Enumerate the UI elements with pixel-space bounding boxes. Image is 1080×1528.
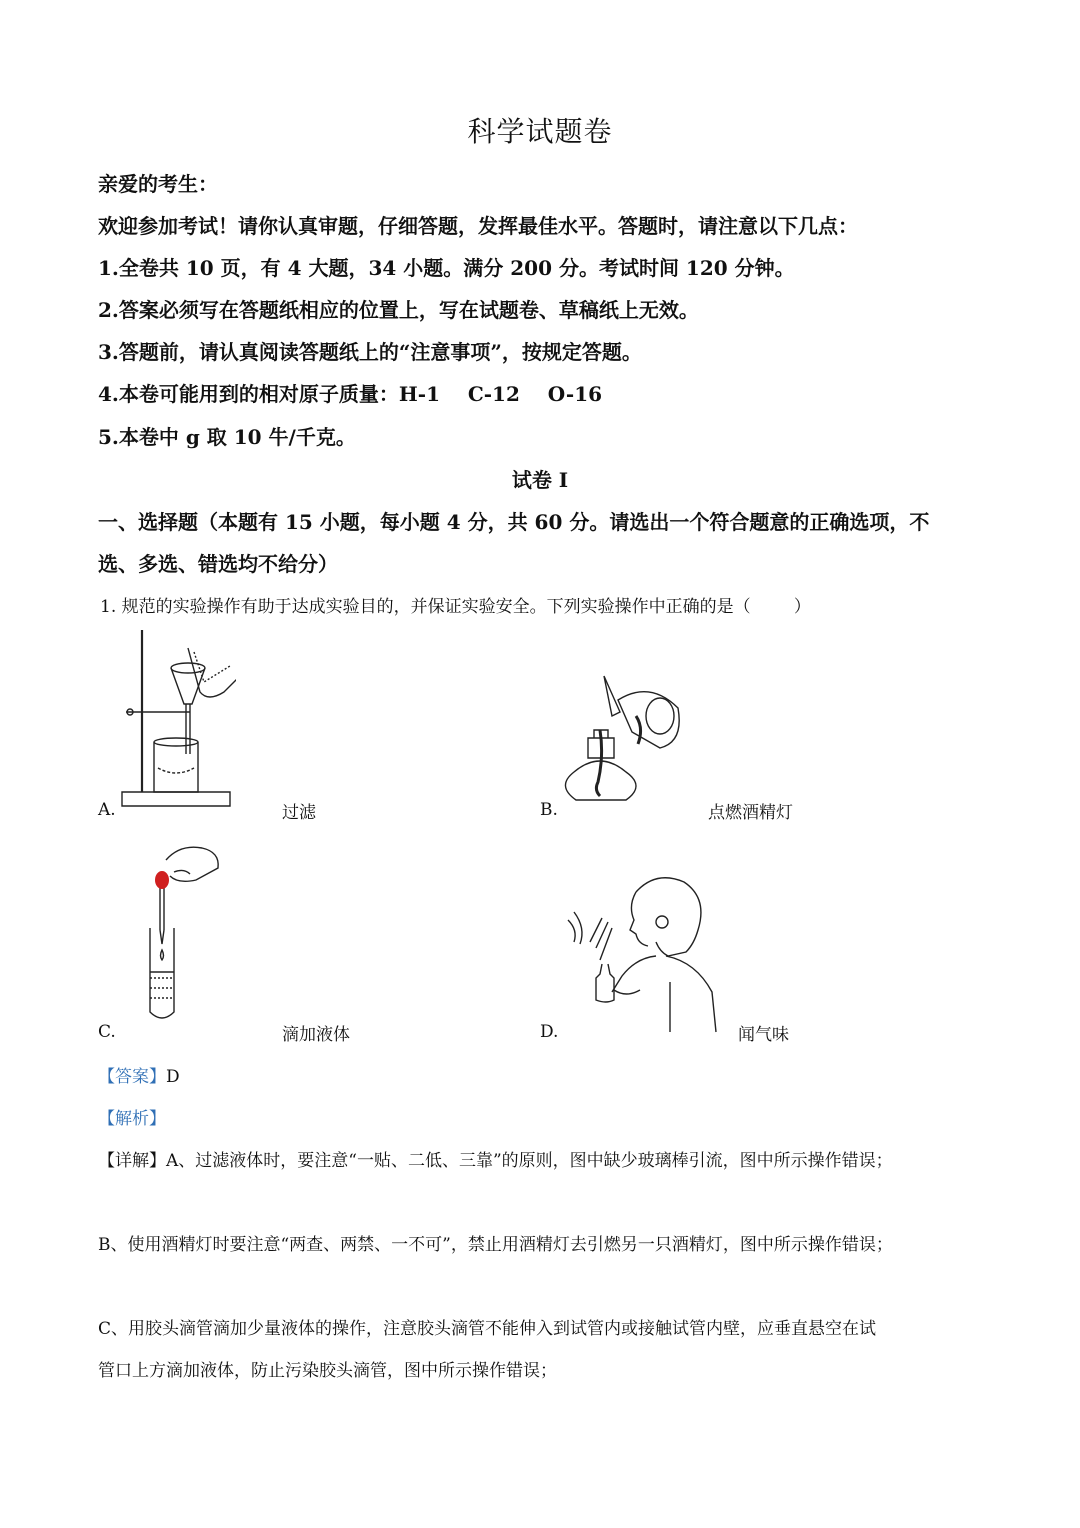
detail-tag: 【详解】 (98, 1151, 166, 1171)
answer-line (98, 1062, 180, 1087)
section-heading-line-1: 一、选择题（本题有 15 小题，每小题 4 分，共 60 分。请选出一个符合题意的正确选项，不 (98, 510, 930, 534)
option-b-letter: B. (540, 800, 558, 820)
rule-3: 3.答题前，请认真阅读答题纸上的“注意事项”，按规定答题。 (98, 340, 642, 364)
detail-a-text: A、过滤液体时，要注意“一贴、二低、三靠”的原则，图中缺少玻璃棒引流，图中所示操作错误； (166, 1151, 893, 1171)
option-a-label: 过滤 (282, 803, 316, 823)
option-d-letter: D. (540, 1022, 559, 1042)
option-c-label: 滴加液体 (282, 1025, 350, 1045)
section-heading-line-2: 选、多选、错选均不给分） (98, 552, 338, 576)
page-title: 科学试题卷 (467, 115, 613, 148)
option-a-letter: A. (98, 800, 116, 820)
filtration-illustration (118, 628, 236, 816)
option-b-label: 点燃酒精灯 (708, 803, 793, 823)
rule-1: 1.全卷共 10 页，有 4 大题，34 小题。满分 200 分。考试时间 120 分钟。 (98, 256, 795, 280)
analysis-tag: 【解析】 (98, 1109, 166, 1129)
part-title: 试卷 I (511, 468, 569, 492)
rule-5: 5.本卷中 g 取 10 牛/千克。 (98, 425, 356, 449)
rule-4: 4.本卷可能用到的相对原子质量：H-1 C-12 O-16 (98, 382, 603, 406)
option-c-letter: C. (98, 1022, 116, 1042)
detail-a (98, 1146, 893, 1171)
dropper-illustration (140, 842, 226, 1024)
rule-2: 2.答案必须写在答题纸相应的位置上，写在试题卷、草稿纸上无效。 (98, 298, 699, 322)
dropper-bulb (155, 871, 169, 889)
detail-c-line-2: 管口上方滴加液体，防止污染胶头滴管，图中所示操作错误； (98, 1361, 557, 1381)
answer-tag: 【答案】 (98, 1067, 166, 1087)
welcome-text: 欢迎参加考试！请你认真审题，仔细答题，发挥最佳水平。答题时，请注意以下几点： (98, 214, 858, 238)
alcohol-lamp-illustration (560, 672, 692, 808)
smelling-gas-illustration (566, 872, 718, 1034)
answer-value: D (166, 1067, 180, 1087)
detail-b: B、使用酒精灯时要注意“两查、两禁、一不可”，禁止用酒精灯去引燃另一只酒精灯，图中所示操作错误； (98, 1235, 893, 1255)
greeting: 亲爱的考生： (98, 172, 218, 196)
question-1: 1. 规范的实验操作有助于达成实验目的，并保证实验安全。下列实验操作中正确的是（ ） (100, 597, 811, 617)
option-d-label: 闻气味 (738, 1025, 789, 1045)
detail-c-line-1: C、用胶头滴管滴加少量液体的操作，注意胶头滴管不能伸入到试管内或接触试管内壁，应垂直悬空在试 (98, 1319, 877, 1339)
